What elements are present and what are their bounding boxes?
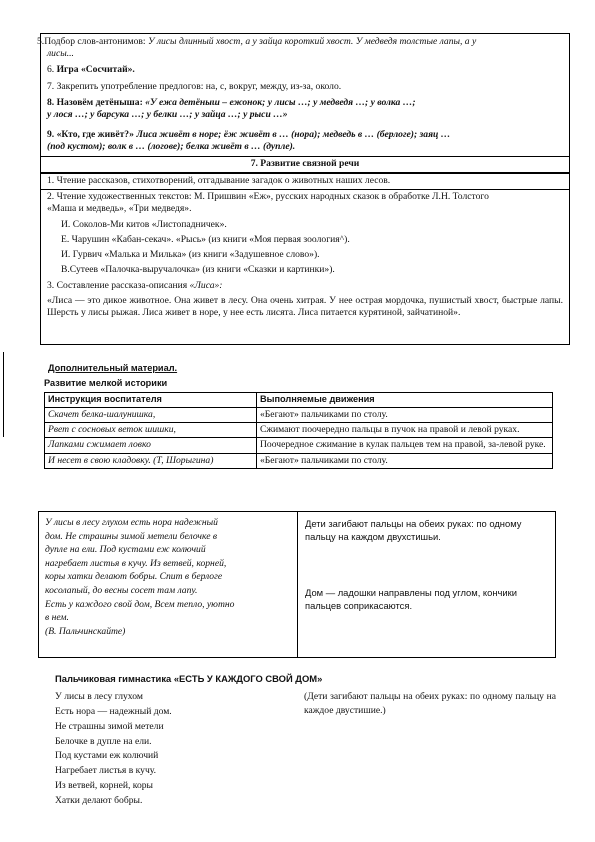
table-cell: И несет в свою кладовку. (Т, Шорыгина) bbox=[45, 453, 257, 468]
poem-author: (В. Пальчинскайте) bbox=[45, 625, 126, 637]
table-row bbox=[45, 453, 553, 468]
item-9-number: 9. bbox=[47, 129, 57, 140]
item-5-label: Подбор слов-антонимов: bbox=[44, 36, 148, 47]
item-8-number: 8. bbox=[47, 97, 57, 108]
item-6 bbox=[47, 64, 563, 76]
table-row bbox=[45, 423, 553, 438]
reference-1: И. Соколов-Ми китов «Листопадничек». bbox=[61, 219, 227, 230]
divider bbox=[41, 156, 569, 157]
item-8-label: Назовём детёнышa: bbox=[56, 97, 146, 108]
margin-line bbox=[3, 352, 4, 437]
item-6-text: Игра «Сосчитай». bbox=[56, 64, 135, 75]
item-5-number: 5. bbox=[37, 36, 45, 47]
table-cell: Поочередное сжимание в кулак пальцев тем на правой, за-левой руке. bbox=[257, 438, 553, 453]
item-9-text: Лиса живёт в норе; ёж живёт в … (нора); медведь в … (берлоге); заяц … bbox=[136, 129, 451, 140]
reference-3: И. Гурвич «Малька и Милька» (из книги «Задушевное слово»). bbox=[61, 249, 320, 260]
item-5-example-cont: лисы... bbox=[47, 48, 74, 60]
item-8 bbox=[47, 97, 563, 122]
fox-story: «Лиса — это дикое животное. Она живет в лесу. Она очень хитрая. У нее острая мордочка, пушистый хвост, быстрые лапы. Шерсть у лисы рыжая. Лиса живет в норе, у нее есть лисята. Лиса питается курятиной, зайчатиной». bbox=[47, 295, 563, 319]
item-9-label: «Кто, где живёт?» bbox=[56, 129, 137, 140]
section-7-item-2 bbox=[47, 191, 563, 216]
poem-instruction-2: Дом — ладошки направлены под углом, кончики пальцев соприкасаются. bbox=[305, 587, 517, 612]
table-header: Выполняемые движения bbox=[257, 393, 553, 408]
item-7: 7. Закрепить употребление предлогов: на, с, вокруг, между, из-за, около. bbox=[47, 81, 342, 92]
table-cell: «Бегают» пальчиками по столу. bbox=[257, 407, 553, 422]
verse-line: У лисы в лесу глухом bbox=[55, 691, 143, 702]
table-row bbox=[45, 438, 553, 453]
poem-text bbox=[45, 516, 293, 638]
table-header-row bbox=[45, 393, 553, 408]
poem-line: дом. Не страшны зимой метели белочке в bbox=[45, 530, 218, 542]
verse-line: Из ветвей, корней, коры bbox=[55, 780, 154, 792]
section-7-item-2-text: 2. Чтение художественных текстов: М. Пришвин «Еж», русских народных сказок в обработке Л.Н. Толстого bbox=[47, 191, 489, 202]
finger-exercise-table bbox=[44, 392, 553, 469]
item-5 bbox=[37, 36, 563, 61]
poem-box bbox=[38, 511, 556, 658]
table-cell: Скачет белка-шалунишка, bbox=[45, 407, 257, 422]
gymnastics-verse bbox=[55, 690, 172, 809]
gymnastics-title: Пальчиковая гимнастика «ЕСТЬ У КАЖДОГО СВОЙ ДОМ» bbox=[55, 673, 323, 684]
table-cell: Лапками сжимает ловко bbox=[45, 438, 257, 453]
verse-line: Нагребает листья в кучу. bbox=[55, 765, 157, 777]
poem-line: в нем. bbox=[45, 612, 69, 624]
section-7-title: 7. Развитие связной речи bbox=[250, 158, 360, 169]
reference-4: В.Сутеев «Палочка-выручалочка» (из книги «Сказки и картинки»). bbox=[61, 264, 335, 275]
table-row bbox=[45, 407, 553, 422]
item-8-text-cont: у лося …; у барсука …; у белки …; у зайца …; у рыси …» bbox=[47, 109, 288, 121]
divider bbox=[41, 189, 569, 190]
fine-motor-heading: Развитие мелкой историки bbox=[44, 378, 168, 388]
item-8-text: «У ежа детёныш – ежонок; у лисы …; у медведя …; у волка …; bbox=[145, 97, 416, 108]
section-7-item-3-topic: «Лиса»: bbox=[189, 280, 223, 291]
table-cell: Рвет с сосновых веток шишки, bbox=[45, 423, 257, 438]
column-divider bbox=[297, 512, 298, 657]
table-header: Инструкция воспитателя bbox=[45, 393, 257, 408]
item-6-number: 6. bbox=[47, 64, 57, 75]
poem-instruction-1: Дети загибают пальцы на обеих руках: по одному пальцу на каждом двухстишьи. bbox=[305, 518, 522, 543]
item-9-text-cont: (под кустом); волк в … (логове); белка живёт в … (дупле). bbox=[47, 141, 296, 153]
poem-line: коры хатки делают бобры. Спит в берлоге bbox=[45, 571, 223, 583]
section-7-item-3 bbox=[47, 280, 563, 292]
gymnastics-note: (Дети загибают пальцы на обеих руках: по одному пальцу на каждое двустишие.) bbox=[304, 691, 556, 717]
section-7-item-2-text-cont: «Маша и медведь», «Три медведя». bbox=[47, 203, 192, 215]
section-7-item-1: 1. Чтение рассказов, стихотворений, отгадывание загадок о животных наших лесов. bbox=[47, 175, 391, 186]
verse-line: Не страшны зимой метели bbox=[55, 720, 164, 732]
poem-line: нагребает листья в кучу. Из ветвей, корней, bbox=[45, 557, 227, 569]
verse-line: Есть нора — надежный дом. bbox=[55, 705, 172, 717]
divider bbox=[41, 172, 569, 174]
poem-line: косолапый, до весны сосет там лапу. bbox=[45, 585, 198, 597]
section-7-item-3-label: 3. Составление рассказа-описания bbox=[47, 280, 190, 291]
table-cell: «Бегают» пальчиками по столу. bbox=[257, 453, 553, 468]
reference-2: Е. Чарушин «Кабан-секач». «Рысь» (из книги «Моя первая зоология^). bbox=[61, 234, 350, 245]
verse-line: Белочке в дупле на ели. bbox=[55, 735, 152, 747]
lesson-plan-box bbox=[37, 33, 570, 345]
item-9 bbox=[47, 129, 563, 154]
additional-material-heading: Дополнительный материал. bbox=[48, 363, 178, 373]
verse-line: Хатки делают бобры. bbox=[55, 795, 143, 807]
table-cell: Сжимают поочередно пальцы в пучок на правой и левой руках. bbox=[257, 423, 553, 438]
item-5-example: У лисы длинный хвост, а у зайца короткий хвост. У медведя толстые лапы, а у bbox=[147, 36, 477, 47]
poem-line: У лисы в лесу глухом есть нора надежный bbox=[45, 517, 218, 528]
verse-line: Под кустами еж колючий bbox=[55, 750, 159, 762]
poem-line: дупле на ели. Под кустами еж колючий bbox=[45, 544, 206, 556]
poem-line: Есть у каждого свой дом, Всем тепло, уютно bbox=[45, 598, 235, 610]
